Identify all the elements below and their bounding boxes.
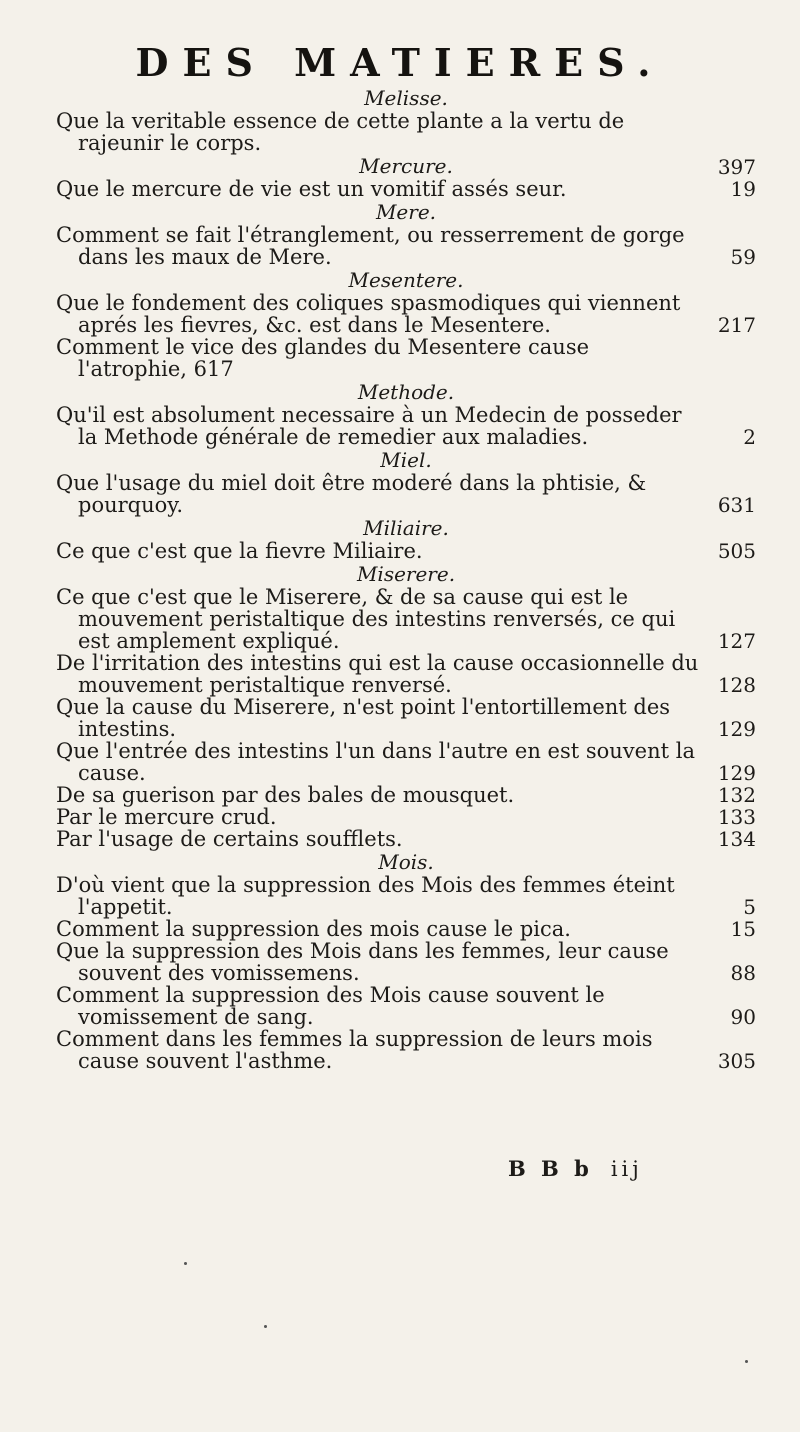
index-section [56,562,756,850]
section-heading: Mesentere. [348,268,464,292]
index-entry [56,178,756,200]
entry-page-number: 397 [717,155,756,179]
entry-page-number: 127 [717,629,756,653]
entry-text: Comment la suppression des Mois cause souvent le vomissement de sang. [56,983,605,1029]
index-entry [56,784,756,806]
index-entry [56,404,756,448]
entry-text: Comment dans les femmes la suppression de leurs mois cause souvent l'asthme. [56,1027,653,1073]
page-number: iij [610,1157,643,1181]
section-heading: Miliaire. [363,516,449,540]
signature-mark [508,1156,643,1181]
index-entry [56,874,756,918]
index-entry [56,828,756,850]
index-entry [56,940,756,984]
index-entry [56,918,756,940]
entry-page-number: 217 [717,313,756,337]
section-heading: Mere. [375,200,437,224]
entry-text: Que le fondement des coliques spasmodiques qui viennent aprés les fievres, &c. est dans le Mesentere. [56,291,681,337]
entry-text: De sa guerison par des bales de mousquet. [56,783,515,807]
index-entry [56,806,756,828]
index-entry [56,740,756,784]
index-entry [56,110,756,154]
index-entry [56,336,756,380]
entry-text: Que l'entrée des intestins l'un dans l'autre en est souvent la cause. [56,739,695,785]
entry-text: Que la cause du Miserere, n'est point l'entortillement des intestins. [56,695,671,741]
index-entry [56,586,756,652]
entry-page-number: 505 [717,539,756,563]
index-entry [56,540,756,562]
index-entry [56,472,756,516]
entry-text: Ce que c'est que le Miserere, & de sa cause qui est le mouvement peristaltique des intestins renversés, ce qui est amplement expliqué. [56,585,676,653]
index-section [56,86,756,154]
entry-page-number: 15 [730,917,756,941]
entry-page-number: 90 [730,1005,756,1029]
index-section [56,850,756,1072]
entry-page-number: 5 [743,895,756,919]
entry-page-number: 631 [717,493,756,517]
index-section [56,200,756,268]
print-speck [184,1262,187,1265]
entry-page-number: 133 [717,805,756,829]
entry-text: Qu'il est absolument necessaire à un Medecin de posseder la Methode générale de remedier aux maladies. [56,403,682,449]
section-heading: Methode. [357,380,455,404]
entry-page-number: 59 [730,245,756,269]
index-section [56,448,756,516]
index-section [56,380,756,448]
section-heading: Miserere. [356,562,456,586]
entry-page-number: 19 [730,177,756,201]
section-heading: Melisse. [364,86,448,110]
entry-text: Comment se fait l'étranglement, ou resserrement de gorge dans les maux de Mere. [56,223,685,269]
index-section [56,516,756,562]
index-entry [56,292,756,336]
entry-text: Par l'usage de certains soufflets. [56,827,403,851]
entry-text: Que la suppression des Mois dans les femmes, leur cause souvent des vomissemens. [56,939,669,985]
entry-page-number: 88 [730,961,756,985]
entry-page-number: 134 [717,827,756,851]
index-entry [56,984,756,1028]
entry-page-number: 132 [717,783,756,807]
index-section [56,154,756,200]
signature-text: B B b [508,1156,593,1181]
entry-text: De l'irritation des intestins qui est la cause occasionnelle du mouvement peristaltique renversé. [56,651,699,697]
entry-text: Que la veritable essence de cette plante a la vertu de rajeunir le corps. [56,109,625,155]
section-heading: Mercure. [359,154,453,178]
running-head: DES MATIERES. [135,40,665,85]
entry-text: Ce que c'est que la fievre Miliaire. [56,539,423,563]
index-entry [56,652,756,696]
entry-text: Comment le vice des glandes du Mesentere cause l'atrophie, 617 [56,335,590,381]
section-heading: Miel. [380,448,432,472]
entry-page-number: 129 [717,761,756,785]
entry-text: Par le mercure crud. [56,805,277,829]
print-speck [264,1325,267,1328]
index-content [56,86,756,1072]
entry-text: Comment la suppression des mois cause le pica. [56,917,571,941]
entry-text: D'où vient que la suppression des Mois des femmes éteint l'appetit. [56,873,675,919]
entry-page-number: 305 [717,1049,756,1073]
entry-page-number: 129 [717,717,756,741]
print-speck [745,1360,748,1363]
index-entry [56,1028,756,1072]
section-heading: Mois. [378,850,434,874]
entry-page-number: 2 [743,425,756,449]
entry-page-number: 128 [717,673,756,697]
index-entry [56,224,756,268]
index-section [56,268,756,380]
entry-text: Que le mercure de vie est un vomitif assés seur. [56,177,567,201]
entry-text: Que l'usage du miel doit être moderé dans la phtisie, & pourquoy. [56,471,647,517]
index-entry [56,696,756,740]
